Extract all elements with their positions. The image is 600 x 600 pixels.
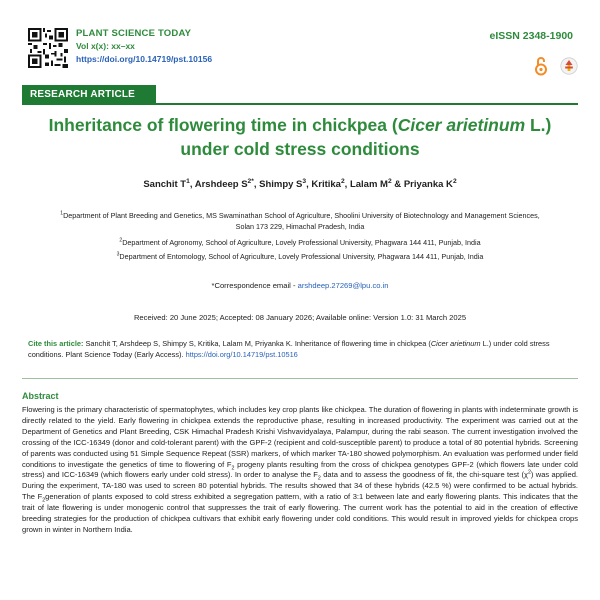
journal-doi-link[interactable]: https://doi.org/10.14719/pst.10156 (76, 54, 213, 64)
journal-name[interactable]: PLANT SCIENCE TODAY (76, 28, 192, 39)
eissn-label: eISSN 2348-1900 (489, 30, 573, 42)
correspondence: *Correspondence email - arshdeep.27269@lpu.co.in (211, 281, 389, 290)
open-access-icon[interactable] (534, 56, 548, 76)
citation-doi-link[interactable]: https://doi.org/10.14719/pst.10516 (185, 350, 298, 359)
header-divider (22, 103, 578, 105)
article-type-badge: RESEARCH ARTICLE (22, 85, 156, 104)
article-title: Inheritance of flowering time in chickpea (Cicer arietinum L.) under cold stress conditions (48, 115, 552, 159)
author-list: Sanchit $T^1$, Arshdeep $S^{2*}$, Shimpy $S^3$, Kritika$^2$, Lalam $M^2$ & Priyanka $K^2$ (143, 177, 457, 190)
affiliation-2: $^2$Department of Agronomy, School of Agriculture, Lovely Professional University, Phagwara 144 411, Punjab, India (119, 237, 481, 247)
crossmark-icon[interactable] (560, 57, 578, 75)
journal-volume: Vol x(x): xx–xx (76, 41, 135, 51)
abstract-text: Flowering is the primary characteristic of spermatophytes, which includes key crop plants like chickpea. The duration of flowering in plants with indeterminate growth is directly related to the yield. Early flowering in chickpea extends the reproductive phase, resulting in increased productivity. The experiment was carried out at the Department of Genetics and Plant Breeding, CSK Himachal Pradesh Krishi Vishvavidyalaya, Palampur, during the rabi season. The current investigation involved the crossing of the ICC-16349 (donor and cold-tolerant parent) with the GPF-2 (recipient and cold-susceptible parent) to produce a total of 80 potential hybrids. Screening of parents was conducted using 51 Simple Sequence Repeat (SSR) markers, of which marker TA-180 showed polymorphism. An evaluation was performed under field conditions to investigate the genetics of time to flowering of $F_2$ progeny plants resulting from the cross of chickpea genotypes GPF-2 (which flowers late under cold stress) and ICC-16349 (which flowers early under cold stress). In order to analyse the $F_2$ data and to assess the goodness of fit, the chi-square test $(\chi^2)$ was applied. During the experiment, TA-180 was used to screen 80 potential hybrids. The results showed that 34 of these hybrids (42.5 %) were confirmed to be actual hybrids. The $F_2generation$ of plants exposed to cold stress exhibited a segregation pattern, with a ratio of 3:1 between late and early flowering plants. This indicates that the trait of late flowering is under monogenic control that suppresses the trait of early flowering. The current work has the potential to aid in the creation of effective breeding strategies for the production of chickpea cultivars that exhibit early flowering under cold conditions. This would result in improved yields for chickpea crops grown in winter in Northern India. (22, 405, 579, 534)
article-dates: Received: 20 June 2025; Accepted: 08 January 2026; Available online: Version 1.0: 31 March 2025 (133, 313, 467, 322)
journal-header (0, 0, 600, 90)
abstract-heading: Abstract (22, 391, 59, 401)
affiliation-1: $^1$Department of Plant Breeding and Genetics, MS Swaminathan School of Agriculture, Shoolini University of Biotechnology and Management Sciences, Solan 173 229, Himachal Pradesh, India (60, 210, 540, 231)
correspondence-email-link[interactable]: arshdeep.27269@lpu.co.in (297, 281, 389, 290)
citation-block: Cite this article: Sanchit T, Arshdeep S, Shimpy S, Kritika, Lalam M, Priyanka K. Inheritance of flowering time in chickpea (Cicer arietinum L.) under cold stress conditions. Plant Science Today (Early Access). https://doi.org/10.14719/pst.10516 (28, 339, 550, 359)
affiliation-3: $^3$Department of Entomology, School of Agriculture, Lovely Professional University, Phagwara 144 411, Punjab, India (116, 251, 484, 261)
abstract-divider (22, 378, 578, 379)
qr-code-icon[interactable] (28, 28, 68, 68)
journal-info (76, 27, 212, 66)
citation-label: Cite this article: (28, 339, 84, 348)
